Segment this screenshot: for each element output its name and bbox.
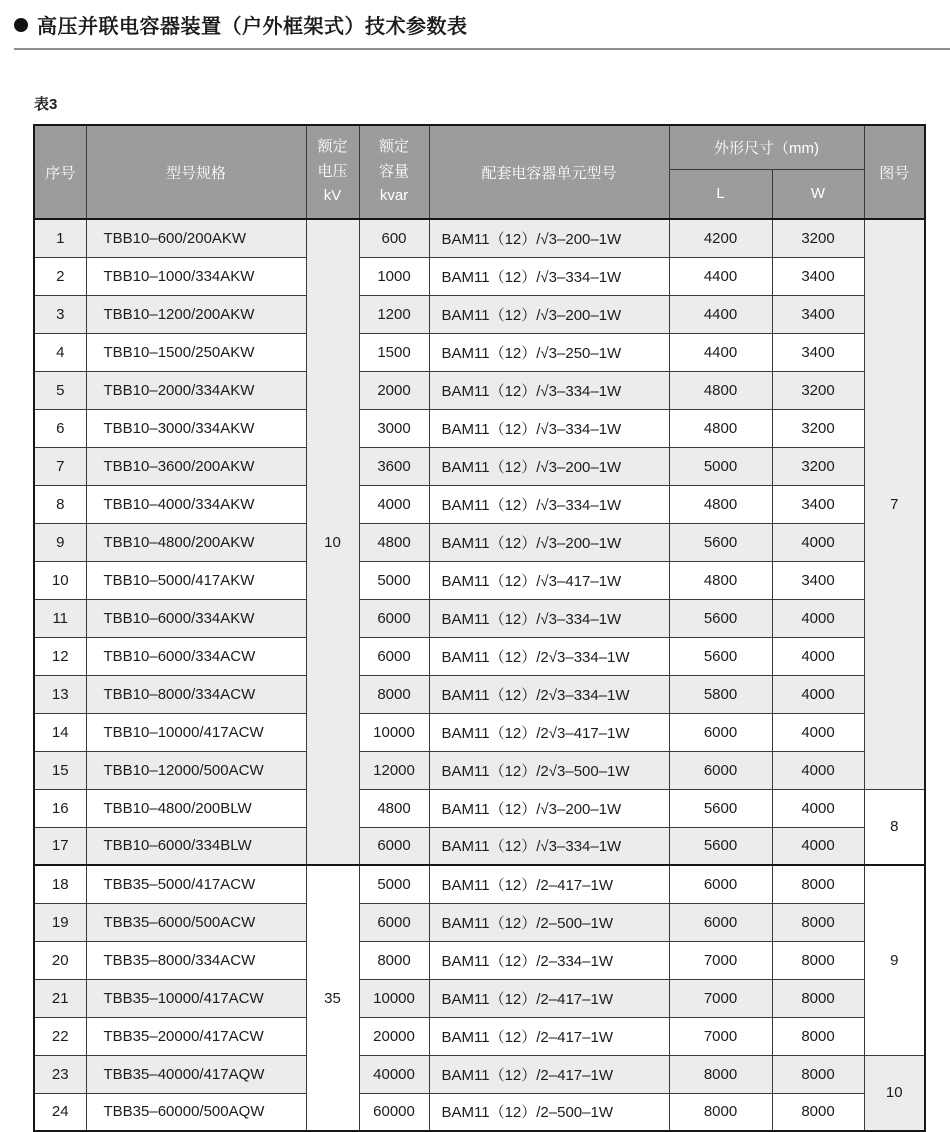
serial-cell: 6 [34, 409, 86, 447]
serial-cell: 17 [34, 827, 86, 865]
serial-cell: 4 [34, 333, 86, 371]
table-row [34, 1093, 925, 1131]
figure-cell: 9 [864, 865, 925, 1055]
parameters-table [33, 124, 926, 1132]
table-row [34, 637, 925, 675]
dim-l-cell: 5600 [669, 599, 772, 637]
voltage-cell: 35 [306, 865, 359, 1131]
dim-w-cell: 4000 [772, 523, 864, 561]
dim-w-cell: 3200 [772, 447, 864, 485]
page-title: 高压并联电容器装置（户外框架式）技术参数表 [37, 16, 468, 38]
unit-model-cell: BAM11（12）/2√3–334–1W [429, 637, 669, 675]
dim-w-cell: 4000 [772, 827, 864, 865]
model-cell: TBB10–1000/334AKW [86, 257, 306, 295]
capacity-cell: 6000 [359, 637, 429, 675]
table-row [34, 257, 925, 295]
table-row [34, 485, 925, 523]
serial-cell: 18 [34, 865, 86, 903]
serial-cell: 11 [34, 599, 86, 637]
table-row [34, 713, 925, 751]
table-row [34, 1017, 925, 1055]
dim-w-cell: 4000 [772, 713, 864, 751]
capacity-cell: 3000 [359, 409, 429, 447]
dim-l-cell: 4400 [669, 295, 772, 333]
dim-l-cell: 6000 [669, 751, 772, 789]
dim-w-cell: 3400 [772, 333, 864, 371]
dim-w-cell: 8000 [772, 1055, 864, 1093]
serial-cell: 13 [34, 675, 86, 713]
table-label: 表3 [34, 96, 58, 113]
unit-model-cell: BAM11（12）/2–417–1W [429, 979, 669, 1017]
model-cell: TBB10–2000/334AKW [86, 371, 306, 409]
unit-model-cell: BAM11（12）/√3–200–1W [429, 219, 669, 257]
serial-cell: 19 [34, 903, 86, 941]
unit-model-cell: BAM11（12）/√3–250–1W [429, 333, 669, 371]
dim-w-cell: 3400 [772, 295, 864, 333]
serial-cell: 7 [34, 447, 86, 485]
unit-model-cell: BAM11（12）/√3–334–1W [429, 409, 669, 447]
dim-w-cell: 8000 [772, 865, 864, 903]
figure-cell: 8 [864, 789, 925, 865]
dim-l-cell: 4400 [669, 257, 772, 295]
table-row [34, 219, 925, 257]
dim-w-cell: 4000 [772, 789, 864, 827]
dim-w-cell: 4000 [772, 675, 864, 713]
model-cell: TBB35–10000/417ACW [86, 979, 306, 1017]
table-row [34, 827, 925, 865]
table-row [34, 447, 925, 485]
model-cell: TBB10–3000/334AKW [86, 409, 306, 447]
capacity-cell: 1200 [359, 295, 429, 333]
capacity-cell: 20000 [359, 1017, 429, 1055]
unit-model-cell: BAM11（12）/√3–334–1W [429, 257, 669, 295]
capacity-cell: 6000 [359, 903, 429, 941]
dim-w-cell: 8000 [772, 941, 864, 979]
dim-w-cell: 4000 [772, 637, 864, 675]
dim-l-cell: 5600 [669, 523, 772, 561]
table-row [34, 789, 925, 827]
unit-model-cell: BAM11（12）/√3–200–1W [429, 523, 669, 561]
capacity-cell: 4000 [359, 485, 429, 523]
dim-l-cell: 4200 [669, 219, 772, 257]
dim-w-cell: 4000 [772, 751, 864, 789]
model-cell: TBB35–5000/417ACW [86, 865, 306, 903]
unit-model-cell: BAM11（12）/√3–200–1W [429, 295, 669, 333]
dim-l-cell: 5600 [669, 789, 772, 827]
dim-l-cell: 5800 [669, 675, 772, 713]
unit-model-cell: BAM11（12）/√3–334–1W [429, 827, 669, 865]
capacity-cell: 4800 [359, 523, 429, 561]
serial-cell: 16 [34, 789, 86, 827]
serial-cell: 5 [34, 371, 86, 409]
capacity-cell: 12000 [359, 751, 429, 789]
capacity-cell: 8000 [359, 675, 429, 713]
table-row [34, 523, 925, 561]
capacity-cell: 1000 [359, 257, 429, 295]
header-dimensions-group: 外形尺寸（mm) [669, 125, 864, 169]
unit-model-cell: BAM11（12）/√3–334–1W [429, 485, 669, 523]
header-no: 序号 [34, 125, 86, 219]
capacity-cell: 6000 [359, 599, 429, 637]
capacity-cell: 6000 [359, 827, 429, 865]
serial-cell: 3 [34, 295, 86, 333]
serial-cell: 24 [34, 1093, 86, 1131]
dim-l-cell: 4800 [669, 561, 772, 599]
unit-model-cell: BAM11（12）/√3–334–1W [429, 599, 669, 637]
serial-cell: 12 [34, 637, 86, 675]
figure-cell: 10 [864, 1055, 925, 1131]
header-unit-model: 配套电容器单元型号 [429, 125, 669, 219]
table-row [34, 979, 925, 1017]
capacity-cell: 2000 [359, 371, 429, 409]
bullet-icon [14, 18, 28, 32]
header-figure: 图号 [864, 125, 925, 219]
dim-w-cell: 3400 [772, 257, 864, 295]
capacity-cell: 10000 [359, 713, 429, 751]
dim-l-cell: 5000 [669, 447, 772, 485]
model-cell: TBB10–4000/334AKW [86, 485, 306, 523]
dim-w-cell: 4000 [772, 599, 864, 637]
unit-model-cell: BAM11（12）/2√3–417–1W [429, 713, 669, 751]
capacity-cell: 10000 [359, 979, 429, 1017]
dim-l-cell: 7000 [669, 1017, 772, 1055]
serial-cell: 23 [34, 1055, 86, 1093]
page-header [0, 0, 950, 39]
dim-w-cell: 3200 [772, 371, 864, 409]
model-cell: TBB10–3600/200AKW [86, 447, 306, 485]
model-cell: TBB10–600/200AKW [86, 219, 306, 257]
serial-cell: 22 [34, 1017, 86, 1055]
voltage-cell: 10 [306, 219, 359, 865]
serial-cell: 8 [34, 485, 86, 523]
header-divider [14, 48, 950, 50]
table-row [34, 295, 925, 333]
model-cell: TBB35–6000/500ACW [86, 903, 306, 941]
table-row [34, 675, 925, 713]
unit-model-cell: BAM11（12）/2–417–1W [429, 1055, 669, 1093]
table-row [34, 371, 925, 409]
unit-model-cell: BAM11（12）/√3–417–1W [429, 561, 669, 599]
model-cell: TBB10–6000/334AKW [86, 599, 306, 637]
header-dim-l: L [669, 169, 772, 219]
unit-model-cell: BAM11（12）/2–417–1W [429, 1017, 669, 1055]
model-cell: TBB10–1500/250AKW [86, 333, 306, 371]
dim-l-cell: 5600 [669, 637, 772, 675]
dim-w-cell: 8000 [772, 1093, 864, 1131]
dim-l-cell: 7000 [669, 941, 772, 979]
dim-l-cell: 6000 [669, 865, 772, 903]
dim-w-cell: 3200 [772, 409, 864, 447]
model-cell: TBB10–1200/200AKW [86, 295, 306, 333]
serial-cell: 20 [34, 941, 86, 979]
capacity-cell: 1500 [359, 333, 429, 371]
dim-w-cell: 8000 [772, 903, 864, 941]
model-cell: TBB10–6000/334ACW [86, 637, 306, 675]
unit-model-cell: BAM11（12）/√3–334–1W [429, 371, 669, 409]
model-cell: TBB35–60000/500AQW [86, 1093, 306, 1131]
table-row [34, 561, 925, 599]
capacity-cell: 5000 [359, 561, 429, 599]
serial-cell: 10 [34, 561, 86, 599]
header-dim-w: W [772, 169, 864, 219]
unit-model-cell: BAM11（12）/√3–200–1W [429, 789, 669, 827]
model-cell: TBB10–4800/200AKW [86, 523, 306, 561]
unit-model-cell: BAM11（12）/2–417–1W [429, 865, 669, 903]
serial-cell: 9 [34, 523, 86, 561]
serial-cell: 15 [34, 751, 86, 789]
dim-l-cell: 4800 [669, 409, 772, 447]
dim-w-cell: 3400 [772, 485, 864, 523]
serial-cell: 1 [34, 219, 86, 257]
unit-model-cell: BAM11（12）/2√3–500–1W [429, 751, 669, 789]
capacity-cell: 8000 [359, 941, 429, 979]
capacity-cell: 60000 [359, 1093, 429, 1131]
dim-l-cell: 7000 [669, 979, 772, 1017]
capacity-cell: 3600 [359, 447, 429, 485]
unit-model-cell: BAM11（12）/2–500–1W [429, 1093, 669, 1131]
dim-l-cell: 4800 [669, 485, 772, 523]
model-cell: TBB10–8000/334ACW [86, 675, 306, 713]
dim-w-cell: 3200 [772, 219, 864, 257]
dim-l-cell: 4400 [669, 333, 772, 371]
unit-model-cell: BAM11（12）/2–334–1W [429, 941, 669, 979]
dim-l-cell: 5600 [669, 827, 772, 865]
dim-l-cell: 8000 [669, 1093, 772, 1131]
serial-cell: 14 [34, 713, 86, 751]
dim-l-cell: 6000 [669, 903, 772, 941]
model-cell: TBB10–10000/417ACW [86, 713, 306, 751]
unit-model-cell: BAM11（12）/2–500–1W [429, 903, 669, 941]
capacity-cell: 4800 [359, 789, 429, 827]
table-row [34, 409, 925, 447]
table-row [34, 865, 925, 903]
model-cell: TBB10–12000/500ACW [86, 751, 306, 789]
header-voltage: 额定 电压 kV [306, 125, 359, 219]
capacity-cell: 600 [359, 219, 429, 257]
model-cell: TBB35–20000/417ACW [86, 1017, 306, 1055]
table-row [34, 599, 925, 637]
dim-w-cell: 3400 [772, 561, 864, 599]
serial-cell: 21 [34, 979, 86, 1017]
table-row [34, 333, 925, 371]
capacity-cell: 5000 [359, 865, 429, 903]
capacity-cell: 40000 [359, 1055, 429, 1093]
table-row [34, 1055, 925, 1093]
serial-cell: 2 [34, 257, 86, 295]
table-row [34, 941, 925, 979]
header-capacity: 额定 容量 kvar [359, 125, 429, 219]
table-row [34, 751, 925, 789]
model-cell: TBB10–6000/334BLW [86, 827, 306, 865]
dim-l-cell: 4800 [669, 371, 772, 409]
figure-cell: 7 [864, 219, 925, 789]
header-model: 型号规格 [86, 125, 306, 219]
dim-l-cell: 6000 [669, 713, 772, 751]
table-row [34, 903, 925, 941]
unit-model-cell: BAM11（12）/√3–200–1W [429, 447, 669, 485]
dim-w-cell: 8000 [772, 1017, 864, 1055]
model-cell: TBB10–4800/200BLW [86, 789, 306, 827]
dim-w-cell: 8000 [772, 979, 864, 1017]
unit-model-cell: BAM11（12）/2√3–334–1W [429, 675, 669, 713]
model-cell: TBB10–5000/417AKW [86, 561, 306, 599]
dim-l-cell: 8000 [669, 1055, 772, 1093]
model-cell: TBB35–8000/334ACW [86, 941, 306, 979]
model-cell: TBB35–40000/417AQW [86, 1055, 306, 1093]
